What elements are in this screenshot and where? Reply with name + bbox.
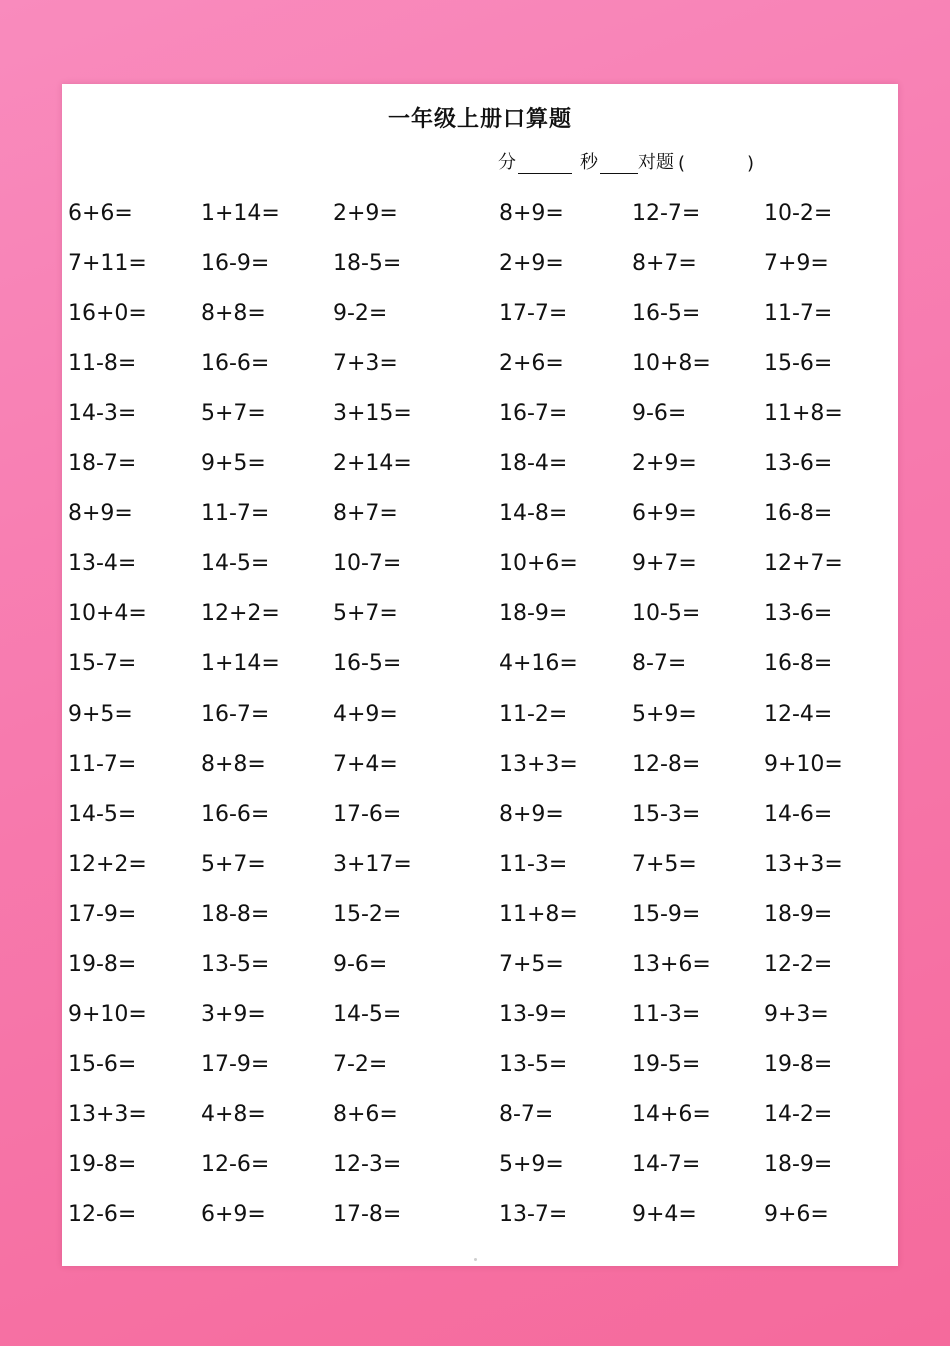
problem-item: 11-2= <box>499 701 568 727</box>
problem-item: 4+9= <box>333 701 398 727</box>
problem-item: 18-5= <box>333 251 402 277</box>
problem-item: 15-2= <box>333 901 402 927</box>
problem-item: 12-6= <box>68 1202 137 1227</box>
problem-item: 16-7= <box>499 401 568 427</box>
problem-item: 7+3= <box>333 351 398 377</box>
problem-item: 13+3= <box>764 851 843 877</box>
problem-row <box>62 745 898 795</box>
problem-item: 5+9= <box>632 701 697 727</box>
problem-item: 1+14= <box>201 651 280 677</box>
problem-row <box>62 444 898 494</box>
problem-item: 14-5= <box>333 1001 402 1027</box>
problem-item: 16-8= <box>764 651 833 677</box>
problem-row <box>62 494 898 544</box>
problem-item: 19-8= <box>68 1151 137 1177</box>
problem-row <box>62 945 898 995</box>
problem-item: 3+9= <box>201 1001 266 1027</box>
problem-item: 11-7= <box>201 501 270 527</box>
worksheet-title: 一年级上册口算题 <box>387 107 572 132</box>
problem-item: 12+7= <box>764 551 843 577</box>
problem-item: 17-9= <box>201 1051 270 1077</box>
problem-item: 12-7= <box>632 201 701 226</box>
problem-row <box>62 594 898 644</box>
problem-row <box>62 544 898 594</box>
problem-item: 8+8= <box>201 301 266 327</box>
problem-item: 9+10= <box>764 751 843 777</box>
problem-item: 9-6= <box>333 951 388 977</box>
problem-row <box>62 995 898 1045</box>
problem-item: 2+6= <box>499 351 564 377</box>
problem-item: 6+9= <box>201 1202 266 1227</box>
problem-item: 17-7= <box>499 301 568 327</box>
problem-item: 12-8= <box>632 751 701 777</box>
problem-item: 7-2= <box>333 1051 388 1077</box>
problem-item: 3+17= <box>333 851 412 877</box>
page-dot <box>474 1258 477 1261</box>
problem-item: 17-8= <box>333 1202 402 1227</box>
problem-item: 14-5= <box>201 551 270 577</box>
problem-item: 4+16= <box>499 651 578 677</box>
problem-item: 16-5= <box>632 301 701 327</box>
problem-item: 12+2= <box>201 601 280 627</box>
problem-item: 9-2= <box>333 301 388 327</box>
problem-item: 11-3= <box>632 1001 701 1027</box>
problem-item: 17-6= <box>333 801 402 827</box>
problem-item: 16-9= <box>201 251 270 277</box>
problem-row <box>62 244 898 294</box>
correct-label: 对题 <box>638 152 674 173</box>
problem-item: 11-8= <box>68 351 137 377</box>
problem-item: 12-6= <box>201 1151 270 1177</box>
problem-item: 5+7= <box>333 601 398 627</box>
problem-item: 13+3= <box>499 751 578 777</box>
problem-row <box>62 1095 898 1145</box>
problem-item: 16-8= <box>764 501 833 527</box>
problem-item: 15-7= <box>68 651 137 677</box>
problem-item: 14-3= <box>68 401 137 427</box>
problem-item: 5+9= <box>499 1151 564 1177</box>
problem-item: 18-9= <box>499 601 568 627</box>
problem-item: 12-2= <box>764 951 833 977</box>
problem-item: 12+2= <box>68 851 147 877</box>
problem-item: 14-6= <box>764 801 833 827</box>
problem-item: 8-7= <box>632 651 687 677</box>
problem-row <box>62 695 898 745</box>
problem-item: 14-8= <box>499 501 568 527</box>
problem-item: 13-5= <box>499 1051 568 1077</box>
problem-item: 14-2= <box>764 1101 833 1127</box>
problem-item: 13-6= <box>764 601 833 627</box>
problem-item: 10+4= <box>68 601 147 627</box>
problem-item: 8+9= <box>499 801 564 827</box>
problem-item: 10-5= <box>632 601 701 627</box>
problem-item: 16-6= <box>201 351 270 377</box>
problem-item: 2+9= <box>632 451 697 477</box>
problem-item: 15-6= <box>764 351 833 377</box>
problem-item: 15-3= <box>632 801 701 827</box>
problem-item: 8+7= <box>333 501 398 527</box>
problem-item: 3+15= <box>333 401 412 427</box>
problem-row <box>62 1145 898 1195</box>
problem-row <box>62 644 898 694</box>
paren-close: ) <box>747 153 755 174</box>
problem-item: 9+7= <box>632 551 697 577</box>
seconds-label: 秒 <box>580 152 598 173</box>
problem-item: 5+7= <box>201 851 266 877</box>
problem-item: 2+9= <box>499 251 564 277</box>
problem-item: 16-6= <box>201 801 270 827</box>
problem-item: 11+8= <box>499 901 578 927</box>
problem-item: 11-7= <box>68 751 137 777</box>
problem-item: 10-7= <box>333 551 402 577</box>
seconds-blank[interactable] <box>600 155 638 174</box>
problem-item: 13-7= <box>499 1202 568 1227</box>
problem-item: 11-3= <box>499 851 568 877</box>
problem-item: 16+0= <box>68 301 147 327</box>
score-line <box>498 148 754 172</box>
problem-item: 9+5= <box>68 701 133 727</box>
problem-item: 19-8= <box>764 1051 833 1077</box>
problem-item: 8+9= <box>68 501 133 527</box>
problem-item: 13-4= <box>68 551 137 577</box>
problem-item: 13-6= <box>764 451 833 477</box>
problem-item: 17-9= <box>68 901 137 927</box>
problem-item: 9+3= <box>764 1001 829 1027</box>
problem-item: 8+9= <box>499 201 564 226</box>
problem-item: 8+7= <box>632 251 697 277</box>
problem-row <box>62 795 898 845</box>
problem-item: 4+8= <box>201 1101 266 1127</box>
problem-item: 16-5= <box>333 651 402 677</box>
problem-item: 13+6= <box>632 951 711 977</box>
problem-item: 10-2= <box>764 201 833 226</box>
problem-item: 12-4= <box>764 701 833 727</box>
problem-item: 9+4= <box>632 1202 697 1227</box>
problem-item: 9+6= <box>764 1202 829 1227</box>
problem-item: 15-6= <box>68 1051 137 1077</box>
problem-item: 12-3= <box>333 1151 402 1177</box>
problem-item: 7+4= <box>333 751 398 777</box>
problem-item: 10+6= <box>499 551 578 577</box>
problem-row <box>62 845 898 895</box>
problem-item: 13+3= <box>68 1101 147 1127</box>
problem-item: 9-6= <box>632 401 687 427</box>
problem-item: 16-7= <box>201 701 270 727</box>
worksheet-page <box>62 84 898 1266</box>
problem-item: 18-9= <box>764 901 833 927</box>
problem-item: 14-5= <box>68 801 137 827</box>
problem-item: 8+6= <box>333 1101 398 1127</box>
problem-item: 18-9= <box>764 1151 833 1177</box>
problem-row <box>62 344 898 394</box>
problem-item: 13-5= <box>201 951 270 977</box>
problem-item: 13-9= <box>499 1001 568 1027</box>
problem-item: 18-4= <box>499 451 568 477</box>
problem-item: 2+14= <box>333 451 412 477</box>
problem-item: 2+9= <box>333 201 398 226</box>
problem-item: 14-7= <box>632 1151 701 1177</box>
problem-item: 19-5= <box>632 1051 701 1077</box>
problem-item: 18-7= <box>68 451 137 477</box>
minutes-label: 分 <box>498 152 516 173</box>
problem-item: 8+8= <box>201 751 266 777</box>
problem-item: 7+9= <box>764 251 829 277</box>
problem-item: 7+5= <box>499 951 564 977</box>
problem-item: 18-8= <box>201 901 270 927</box>
problem-grid <box>62 194 898 1244</box>
problem-item: 5+7= <box>201 401 266 427</box>
problem-item: 15-9= <box>632 901 701 927</box>
problem-row <box>62 294 898 344</box>
problem-item: 9+5= <box>201 451 266 477</box>
problem-item: 8-7= <box>499 1101 554 1127</box>
problem-item: 11+8= <box>764 401 843 427</box>
paren-open: ( <box>678 153 686 174</box>
problem-row <box>62 394 898 444</box>
problem-item: 1+14= <box>201 201 280 226</box>
problem-row <box>62 194 898 244</box>
problem-item: 6+6= <box>68 201 133 226</box>
problem-item: 11-7= <box>764 301 833 327</box>
problem-item: 7+5= <box>632 851 697 877</box>
problem-row <box>62 895 898 945</box>
problem-row <box>62 1045 898 1095</box>
problem-item: 6+9= <box>632 501 697 527</box>
problem-item: 14+6= <box>632 1101 711 1127</box>
problem-item: 10+8= <box>632 351 711 377</box>
problem-row <box>62 1195 898 1245</box>
minutes-blank[interactable] <box>518 155 572 174</box>
problem-item: 9+10= <box>68 1001 147 1027</box>
problem-item: 19-8= <box>68 951 137 977</box>
problem-item: 7+11= <box>68 251 147 277</box>
